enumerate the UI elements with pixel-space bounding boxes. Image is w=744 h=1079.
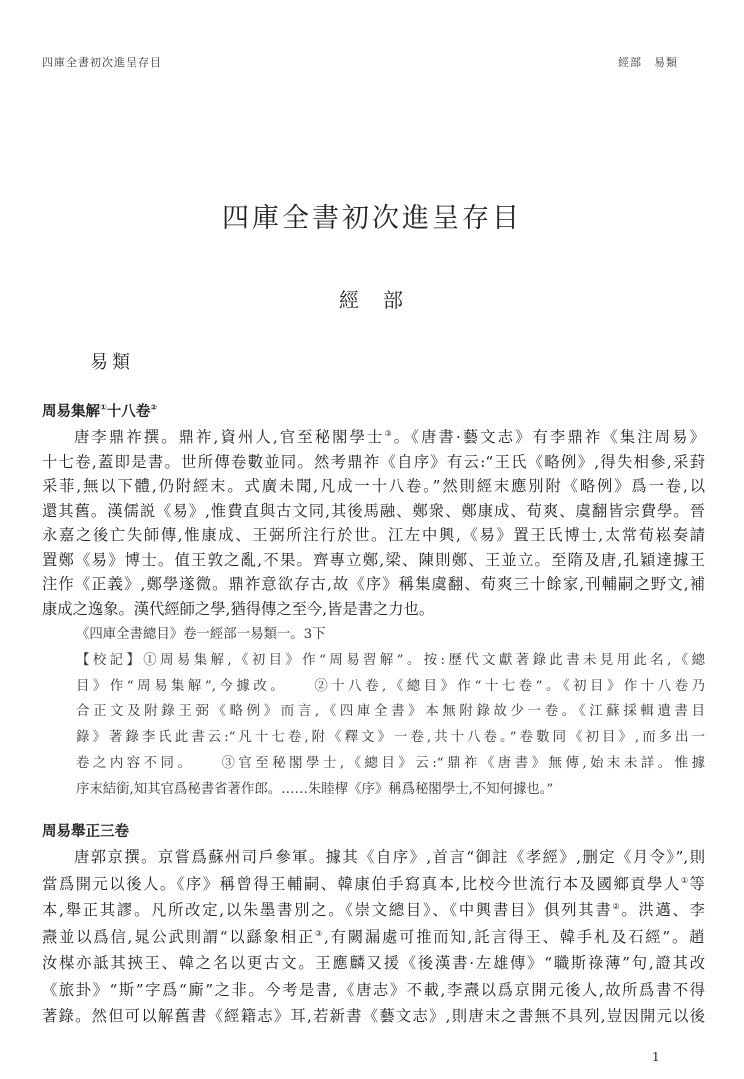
body-line: 唐李鼎祚撰。鼎祚,資州人,官至秘閣學士③。《唐書·藝文志》有李鼎祚《集注周易》 — [74, 428, 705, 446]
note-line: 【校記】①周易集解,《初目》作“周易習解”。按:歷代文獻著錄此書未見用此名,《總 — [76, 652, 705, 668]
source-citation: 《四庫全書總目》卷一經部一易類一。3下 — [76, 627, 326, 642]
note-line: 合正文及附錄王弼《略例》而言,《四庫全書》本無附錄故少一卷。《江蘇採輯遺書目 — [76, 704, 705, 720]
body-line: 《旅卦》“斯”字爲“廝”之非。今考是書,《唐志》不載,李燾以爲京開元後人,故所爲書不得 — [42, 980, 705, 999]
collation-notes — [76, 622, 705, 803]
body-line: 汝楳亦詆其挾王、韓之名以更古文。王應麟又援《後漢書·左雄傳》“職斯祿薄”句,證其改 — [42, 954, 705, 972]
footnote-marker: ② — [150, 403, 158, 412]
body-line: 采菲,無以下體,仍附經末。式廣未聞,凡成一十八卷。”然則經末應別附《略例》爲一卷,以 — [42, 477, 705, 495]
note-line: 目》作“周易集解”,今據改。 ②十八卷,《總目》作“十七卷”。《初目》作十八卷乃 — [76, 678, 705, 694]
part-heading: 經 部 — [339, 288, 405, 312]
note-line: 錄》著錄李氏此書云:“凡十七卷,附《釋文》一卷,共十八卷。”卷數同《初目》,而多出一 — [76, 730, 705, 746]
running-header-title: 四庫全書初次進呈存目 — [42, 56, 162, 69]
entry-title: 周易集解①十八卷② — [42, 403, 158, 420]
body-line: 本,舉正其謬。凡所改定,以朱墨書別之。《崇文總目》、《中興書目》俱列其書②。洪邁、李 — [42, 901, 705, 919]
body-line: 注作《正義》,鄭學遂微。鼎祚意欲存古,故《序》稱集虞翻、荀爽三十餘家,刊輔嗣之野文,補 — [42, 575, 705, 593]
body-line: 置鄭《易》博士。值王敦之亂,不果。齊專立鄭,梁、陳則鄭、王並立。至隋及唐,孔穎達據王 — [42, 550, 705, 569]
page-title: 四庫全書初次進呈存目 — [222, 203, 522, 234]
page-number: 1 — [652, 1050, 660, 1064]
note-line: 序末結銜,知其官爲秘書省著作郎。……朱睦㮮《序》稱爲秘閣學士,不知何據也。” — [76, 781, 554, 797]
note-line: 卷之内容不同。 ③官至秘閣學士,《總目》云:“鼎祚《唐書》無傳,始末未詳。惟據 — [76, 755, 705, 771]
category-heading: 易類 — [90, 352, 134, 373]
body-line: 十七卷,蓋即是書。世所傳卷數並同。然考鼎祚《自序》有云:“王氏《略例》,得失相參,采葑 — [42, 452, 705, 471]
footnote-marker: ① — [680, 875, 690, 885]
footnote-marker: ③ — [314, 928, 324, 938]
body-line: 永嘉之後亡失師傳,惟康成、王弼所注行於世。江左中興,《易》置王氏博士,太常荀崧奏請 — [42, 526, 705, 544]
body-line: 還其舊。漢儒説《易》,惟費直與古文同,其後馬融、鄭衆、鄭康成、荀爽、虞翻皆宗費學。晉 — [42, 501, 705, 520]
entry-body — [42, 425, 705, 621]
body-line: 著錄。然但可以解舊書《經籍志》耳,若新書《藝文志》,則唐末之書無不具列,豈因開元以後 — [42, 1007, 705, 1025]
footnote-marker: ② — [612, 902, 622, 911]
footnote-marker: ① — [100, 403, 107, 412]
body-line: 燾並以爲信,晁公武則謂“以繇象相正③,有闕漏處可推而知,託言得王、韓手札及石經”。趙 — [42, 927, 705, 946]
running-header-section: 經部 易類 — [618, 56, 678, 69]
footnote-marker: ③ — [384, 429, 394, 438]
entry-title: 周易舉正三卷 — [42, 824, 129, 840]
body-line: 康成之逸象。漢代經師之學,猶得傳之至今,皆是書之力也。 — [42, 599, 435, 618]
entry-body — [42, 844, 705, 1030]
body-line: 唐郭京撰。京嘗爲蘇州司戶參軍。據其《自序》,首言“御註《孝經》,删定《月令》”,則 — [74, 848, 705, 866]
body-line: 當爲開元以後人。《序》稱曾得王輔嗣、韓康伯手寫真本,比校今世流行本及國鄉貢學人①等 — [42, 874, 705, 893]
